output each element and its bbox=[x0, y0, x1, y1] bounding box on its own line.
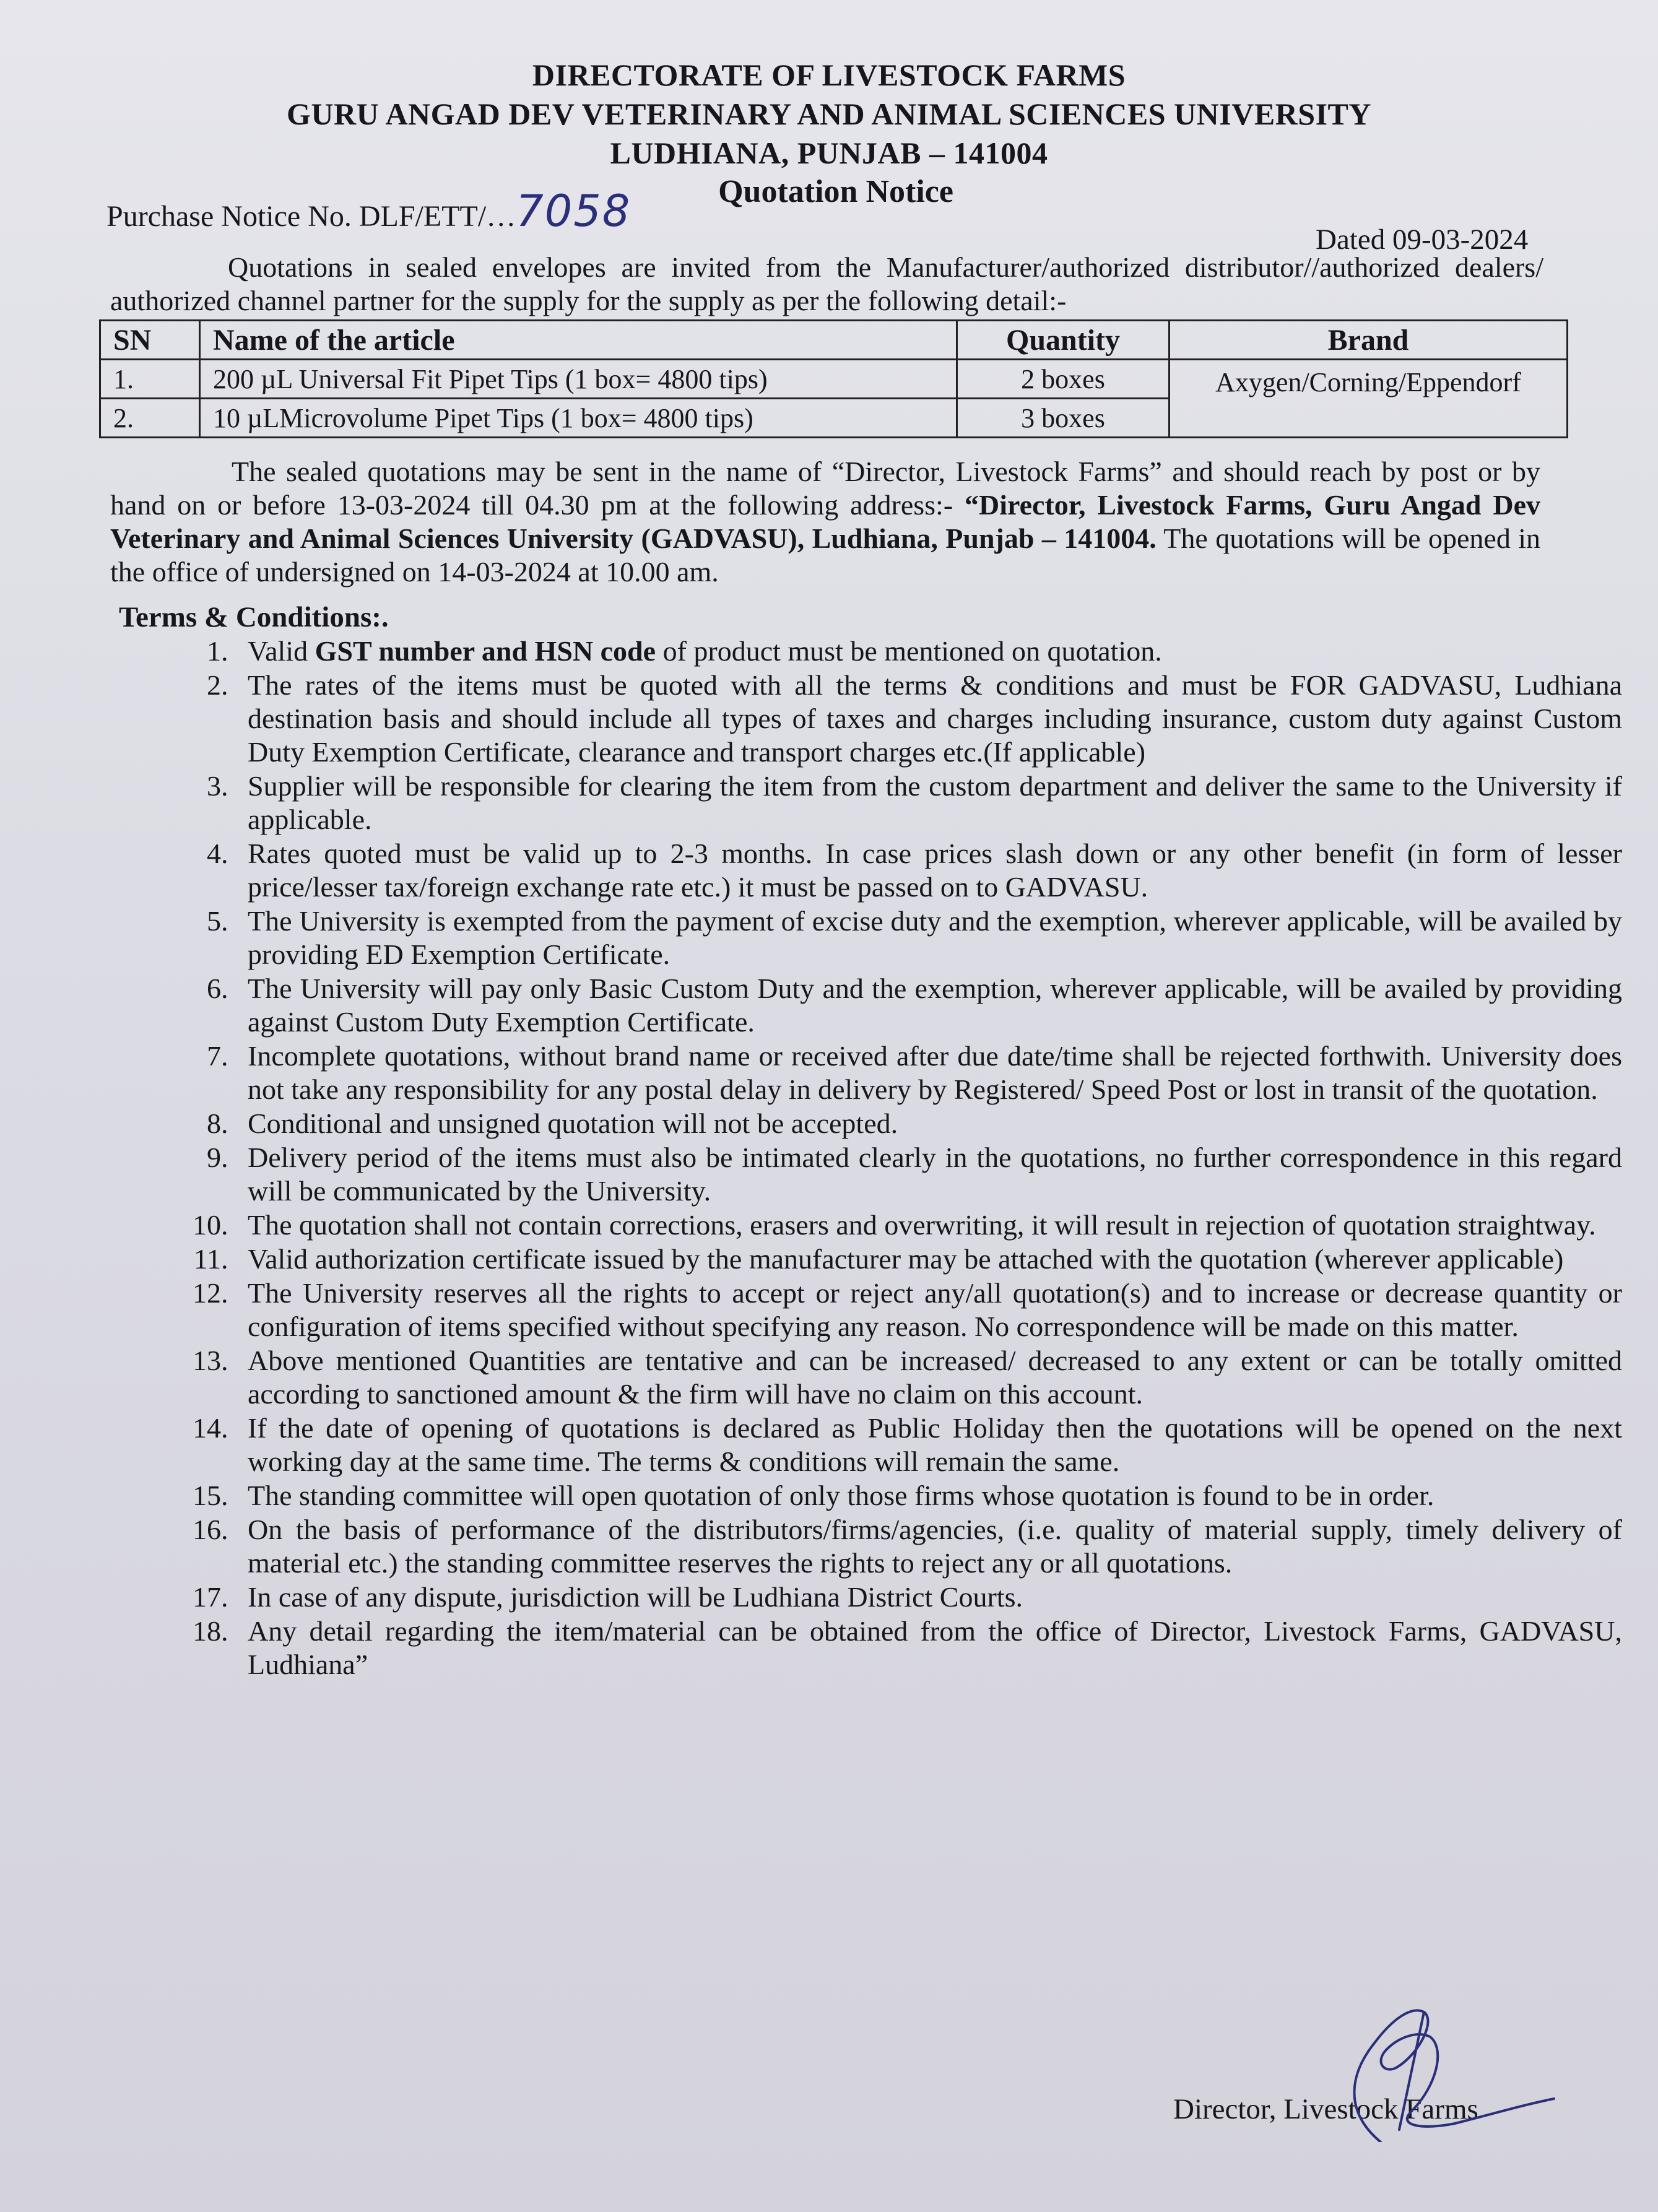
brand-cell: Axygen/Corning/Eppendorf bbox=[1170, 360, 1568, 438]
term-bold-text: GST number and HSN code bbox=[315, 635, 656, 667]
term-text: The University reserves all the rights to accept or reject any/all quotation(s) and to increase or decrease quantity or configuration of items specified without specifying any reason. No correspondence will be made on this matter. bbox=[248, 1277, 1622, 1342]
term-item bbox=[235, 837, 1622, 904]
term-text: Valid authorization certificate issued by the manufacturer may be attached with the quotation (wherever applicable) bbox=[248, 1243, 1564, 1275]
term-text: In case of any dispute, jurisdiction will be Ludhiana District Courts. bbox=[248, 1581, 1023, 1613]
term-item bbox=[235, 1479, 1622, 1512]
term-text: The University will pay only Basic Custom Duty and the exemption, wherever applicable, will be availed by providing against Custom Duty Exemption Certificate. bbox=[248, 973, 1622, 1038]
term-item bbox=[235, 972, 1622, 1039]
table-header-row bbox=[100, 321, 1568, 360]
term-text: The rates of the items must be quoted with all the terms & conditions and must be FOR GADVASU, Ludhiana destination basis and should include all types of taxes and charges including insurance, custom duty against Custom Duty Exemption Certificate, clearance and transport charges etc.(If applicable) bbox=[248, 669, 1622, 768]
term-item bbox=[235, 904, 1622, 971]
row-article: 10 µLMicrovolume Pipet Tips (1 box= 4800 tips) bbox=[200, 399, 957, 438]
header-brand: Brand bbox=[1170, 321, 1568, 360]
row-quantity: 2 boxes bbox=[957, 360, 1170, 399]
handwritten-notice-number: 7058 bbox=[516, 186, 632, 236]
signature-image bbox=[1337, 2000, 1560, 2142]
term-text: Rates quoted must be valid up to 2-3 months. In case prices slash down or any other benefit (in form of lesser price/lesser tax/foreign exchange rate etc.) it must be passed on to GADVASU. bbox=[248, 838, 1622, 903]
term-text: On the basis of performance of the distributors/firms/agencies, (i.e. quality of material supply, timely delivery of material etc.) the standing committee reserves the rights to reject any or all quotations. bbox=[248, 1514, 1622, 1579]
term-text-tail: of product must be mentioned on quotation. bbox=[656, 635, 1162, 667]
term-item bbox=[235, 1412, 1622, 1478]
term-text: The standing committee will open quotation of only those firms whose quotation is found to be in order. bbox=[248, 1480, 1434, 1511]
notice-date: Dated 09-03-2024 bbox=[1316, 223, 1529, 256]
purchase-notice-prefix: Purchase Notice No. DLF/ETT/… bbox=[106, 200, 516, 233]
term-item bbox=[235, 1513, 1622, 1580]
term-item bbox=[235, 1581, 1622, 1614]
header-quantity: Quantity bbox=[957, 321, 1170, 360]
row-article: 200 µL Universal Fit Pipet Tips (1 box= 4800 tips) bbox=[200, 360, 957, 399]
term-text: Above mentioned Quantities are tentative and can be increased/ decreased to any extent or can be totally omitted according to sanctioned amount & the firm will have no claim on this account. bbox=[248, 1345, 1622, 1410]
term-text: The University is exempted from the payment of excise duty and the exemption, wherever applicable, will be availed by providing ED Exemption Certificate. bbox=[248, 905, 1622, 970]
header-article: Name of the article bbox=[200, 321, 957, 360]
university-heading: GURU ANGAD DEV VETERINARY AND ANIMAL SCIENCES UNIVERSITY bbox=[286, 97, 1372, 131]
term-item bbox=[235, 1208, 1622, 1242]
term-text: Delivery period of the items must also be intimated clearly in the quotations, no further correspondence in this regard will be communicated by the University. bbox=[248, 1142, 1622, 1207]
term-text: Supplier will be responsible for clearing the item from the custom department and deliver the same to the University if applicable. bbox=[248, 770, 1622, 835]
term-text: If the date of opening of quotations is declared as Public Holiday then the quotations will be opened on the next working day at the same time. The terms & conditions will remain the same. bbox=[248, 1412, 1622, 1477]
row-quantity: 3 boxes bbox=[957, 399, 1170, 438]
term-item bbox=[235, 1039, 1622, 1106]
terms-heading: Terms & Conditions:. bbox=[119, 601, 389, 633]
term-text: Incomplete quotations, without brand name or received after due date/time shall be rejected forthwith. University does not take any responsibility for any postal delay in delivery by Registered/ Speed Post or lost in transit of the quotation. bbox=[248, 1040, 1622, 1105]
term-text: Valid bbox=[248, 635, 315, 667]
table-row bbox=[100, 360, 1568, 399]
header-sn: SN bbox=[100, 321, 200, 360]
row-sn: 1. bbox=[100, 360, 200, 399]
row-sn: 2. bbox=[100, 399, 200, 438]
term-item bbox=[235, 1243, 1622, 1276]
submission-text: The sealed quotations may be sent in the name of “Director, Livestock Farms” and should reach by post or by hand on or before 13-03-2024 till 04.30 pm at the following address:- bbox=[110, 456, 1540, 521]
submission-address: “Director, Livestock Farms, Guru Angad Dev Veterinary and Animal Sciences University (GADVASU), Ludhiana, Punjab – 141004. bbox=[110, 489, 1540, 554]
directorate-heading: DIRECTORATE OF LIVESTOCK FARMS bbox=[532, 58, 1126, 92]
term-item bbox=[235, 1141, 1622, 1208]
term-item bbox=[235, 1615, 1622, 1681]
term-item bbox=[235, 1107, 1622, 1140]
term-item bbox=[235, 1344, 1622, 1411]
term-item bbox=[235, 1277, 1622, 1343]
term-text: Any detail regarding the item/material can be obtained from the office of Director, Livestock Farms, GADVASU, Ludhiana” bbox=[248, 1615, 1622, 1680]
signatory-label: Director, Livestock Farms bbox=[1173, 2093, 1478, 2125]
term-item bbox=[235, 635, 1622, 668]
items-table bbox=[99, 319, 1568, 438]
term-item bbox=[235, 770, 1622, 836]
opening-text: The quotations will be opened in the office of undersigned on 14-03-2024 at 10.00 am. bbox=[110, 523, 1541, 588]
term-text: The quotation shall not contain corrections, erasers and overwriting, it will result in rejection of quotation straightway. bbox=[248, 1209, 1596, 1241]
document-title: Quotation Notice bbox=[718, 174, 953, 209]
term-item bbox=[235, 669, 1622, 769]
submission-paragraph bbox=[110, 455, 1540, 589]
terms-list bbox=[124, 635, 1622, 1682]
intro-paragraph: Quotations in sealed envelopes are invited from the Manufacturer/authorized distributor//authorized dealers/ authorized channel partner for the supply for the supply as per the following detail:- bbox=[110, 251, 1543, 316]
term-text: Conditional and unsigned quotation will not be accepted. bbox=[248, 1108, 898, 1139]
address-heading: LUDHIANA, PUNJAB – 141004 bbox=[610, 136, 1048, 170]
